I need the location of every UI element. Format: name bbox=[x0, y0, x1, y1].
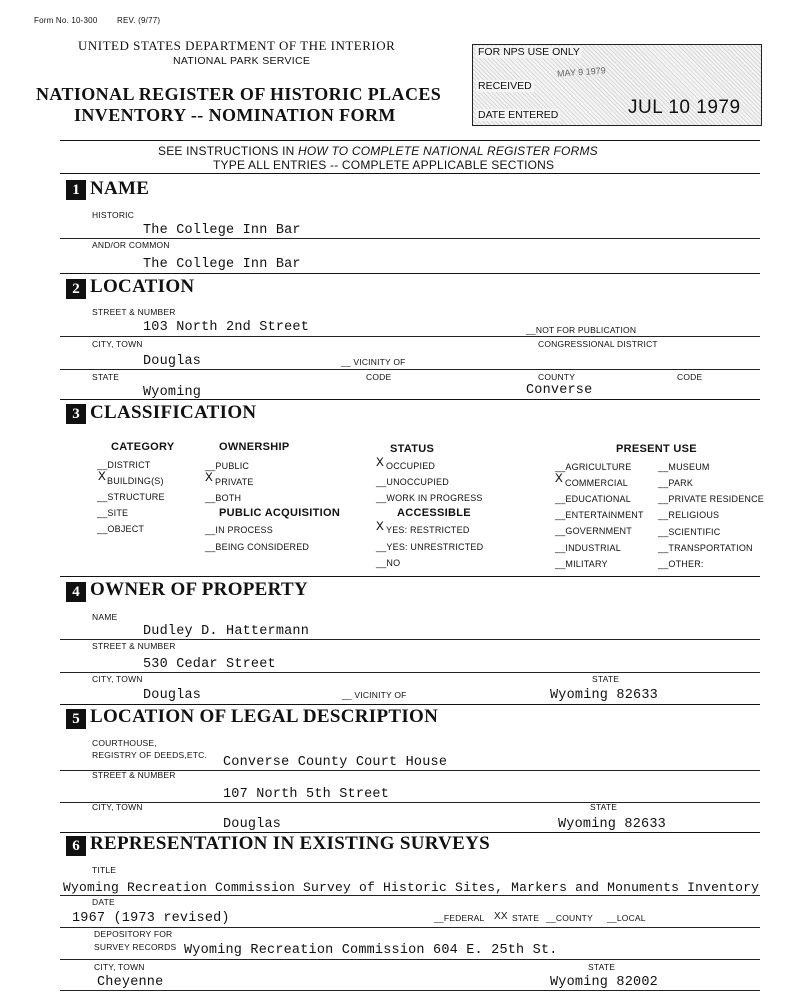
nps-use-box bbox=[472, 44, 762, 126]
owner-state-value[interactable]: Wyoming 82633 bbox=[550, 688, 658, 703]
x-mark: X bbox=[98, 469, 106, 484]
city-value[interactable]: Douglas bbox=[143, 354, 202, 369]
section-6-title: REPRESENTATION IN EXISTING SURVEYS bbox=[90, 833, 491, 854]
access-no[interactable]: __NO bbox=[376, 558, 401, 568]
street-label: STREET & NUMBER bbox=[92, 307, 176, 317]
section-5-title: LOCATION OF LEGAL DESCRIPTION bbox=[90, 706, 439, 727]
use-other[interactable]: __OTHER: bbox=[658, 559, 704, 569]
status-unoccupied[interactable]: __UNOCCUPIED bbox=[376, 477, 449, 487]
section-2-title: LOCATION bbox=[90, 276, 195, 297]
form-title-2: INVENTORY -- NOMINATION FORM bbox=[74, 105, 396, 125]
legal-city-value[interactable]: Douglas bbox=[223, 817, 282, 832]
x-mark: X bbox=[205, 470, 213, 485]
access-unrestricted[interactable]: __YES: UNRESTRICTED bbox=[376, 542, 484, 552]
divider bbox=[60, 576, 760, 577]
divider bbox=[60, 173, 760, 174]
survey-title-value[interactable]: Wyoming Recreation Commission Survey of Historic Sites, Markers and Monuments Inventory bbox=[63, 880, 760, 895]
city-label: CITY, TOWN bbox=[92, 339, 143, 349]
use-agriculture[interactable]: __AGRICULTURE bbox=[555, 462, 632, 472]
section-4-number: 4 bbox=[66, 582, 86, 602]
owner-state-label: STATE bbox=[592, 674, 620, 684]
divider bbox=[60, 273, 760, 274]
section-5-number: 5 bbox=[66, 709, 86, 729]
owner-city-label: CITY, TOWN bbox=[92, 674, 143, 684]
service: NATIONAL PARK SERVICE bbox=[173, 55, 311, 67]
historic-value[interactable]: The College Inn Bar bbox=[143, 223, 301, 238]
survey-state-value[interactable]: Wyoming 82002 bbox=[550, 975, 658, 990]
received-stamp: MAY 9 1979 bbox=[556, 65, 606, 79]
records-value[interactable]: Wyoming Recreation Commission 604 E. 25th St. bbox=[184, 943, 558, 958]
registry-value[interactable]: Converse County Court House bbox=[223, 755, 448, 770]
survey-city-value[interactable]: Cheyenne bbox=[97, 975, 164, 990]
form-number: Form No. 10-300 bbox=[34, 16, 98, 25]
category-district[interactable]: __DISTRICT bbox=[97, 460, 151, 470]
owner-name-label: NAME bbox=[92, 612, 118, 622]
vicinity-option[interactable]: __ VICINITY OF bbox=[341, 357, 406, 367]
field-line bbox=[60, 369, 760, 370]
accessible-heading: ACCESSIBLE bbox=[397, 507, 471, 519]
legal-street-label: STREET & NUMBER bbox=[92, 770, 176, 780]
street-value[interactable]: 103 North 2nd Street bbox=[143, 320, 310, 335]
survey-date-value[interactable]: 1967 (1973 revised) bbox=[72, 911, 230, 926]
code-label-2: CODE bbox=[677, 372, 703, 382]
status-work-in-progress[interactable]: __WORK IN PROGRESS bbox=[376, 493, 483, 503]
field-line bbox=[60, 959, 760, 960]
owner-city-value[interactable]: Douglas bbox=[143, 688, 202, 703]
owner-vicinity-option[interactable]: __ VICINITY OF bbox=[342, 690, 407, 700]
county-label: COUNTY bbox=[538, 372, 576, 382]
use-private-residence[interactable]: __PRIVATE RESIDENCE bbox=[658, 494, 764, 504]
use-scientific[interactable]: __SCIENTIFIC bbox=[658, 527, 721, 537]
ownership-both[interactable]: __BOTH bbox=[205, 493, 242, 503]
section-2-number: 2 bbox=[66, 279, 86, 299]
status-heading: STATUS bbox=[390, 443, 435, 455]
date-entered-label: DATE ENTERED bbox=[478, 109, 559, 121]
category-heading: CATEGORY bbox=[111, 441, 175, 453]
category-site[interactable]: __SITE bbox=[97, 508, 129, 518]
survey-title-label: TITLE bbox=[92, 865, 117, 875]
ownership-public[interactable]: __PUBLIC bbox=[205, 461, 250, 471]
survey-date-label: DATE bbox=[92, 897, 115, 907]
x-mark: X bbox=[555, 471, 563, 486]
acquisition-considered[interactable]: __BEING CONSIDERED bbox=[205, 542, 310, 552]
divider bbox=[60, 140, 760, 141]
section-3-number: 3 bbox=[66, 404, 86, 424]
use-commercial[interactable]: COMMERCIAL bbox=[565, 478, 629, 488]
legal-city-label: CITY, TOWN bbox=[92, 802, 143, 812]
owner-street-label: STREET & NUMBER bbox=[92, 641, 176, 651]
county-value[interactable]: Converse bbox=[526, 383, 593, 398]
use-government[interactable]: __GOVERNMENT bbox=[555, 526, 632, 536]
section-1-number: 1 bbox=[66, 180, 86, 200]
field-line bbox=[60, 672, 760, 673]
divider bbox=[60, 704, 760, 705]
ownership-heading: OWNERSHIP bbox=[219, 441, 290, 453]
nps-header: FOR NPS USE ONLY bbox=[478, 46, 580, 58]
records-label: SURVEY RECORDS bbox=[94, 942, 177, 952]
instructions-line2: TYPE ALL ENTRIES -- COMPLETE APPLICABLE SECTIONS bbox=[213, 158, 555, 172]
field-line bbox=[60, 238, 760, 239]
use-industrial[interactable]: __INDUSTRIAL bbox=[555, 543, 621, 553]
use-entertainment[interactable]: __ENTERTAINMENT bbox=[555, 510, 644, 520]
divider bbox=[60, 399, 760, 400]
section-4-title: OWNER OF PROPERTY bbox=[90, 579, 309, 600]
department: UNITED STATES DEPARTMENT OF THE INTERIOR bbox=[78, 38, 396, 53]
legal-state-value[interactable]: Wyoming 82633 bbox=[558, 817, 666, 832]
legal-state-label: STATE bbox=[590, 802, 618, 812]
ownership-private[interactable]: PRIVATE bbox=[215, 477, 254, 487]
category-structure[interactable]: __STRUCTURE bbox=[97, 492, 165, 502]
instructions-line1: SEE INSTRUCTIONS IN HOW TO COMPLETE NATIONAL REGISTER FORMS bbox=[158, 144, 598, 158]
section-6-number: 6 bbox=[66, 836, 86, 856]
category-object[interactable]: __OBJECT bbox=[97, 524, 145, 534]
field-line bbox=[60, 990, 760, 991]
field-line bbox=[60, 927, 760, 928]
acquisition-in-process[interactable]: __IN PROCESS bbox=[205, 525, 273, 535]
owner-street-value[interactable]: 530 Cedar Street bbox=[143, 657, 276, 672]
code-label: CODE bbox=[366, 372, 392, 382]
not-for-publication[interactable]: __NOT FOR PUBLICATION bbox=[526, 325, 637, 335]
field-line bbox=[60, 895, 760, 896]
local-option[interactable]: __LOCAL bbox=[607, 913, 646, 923]
category-building[interactable]: BUILDING(S) bbox=[107, 476, 164, 486]
present-use-heading: PRESENT USE bbox=[616, 443, 697, 455]
state-value[interactable]: Wyoming bbox=[143, 385, 202, 400]
x-mark: X bbox=[376, 455, 384, 470]
field-line bbox=[60, 336, 760, 337]
use-transportation[interactable]: __TRANSPORTATION bbox=[658, 543, 753, 553]
x-mark: X bbox=[376, 519, 384, 534]
use-museum[interactable]: __MUSEUM bbox=[658, 462, 710, 472]
use-military[interactable]: __MILITARY bbox=[555, 559, 608, 569]
survey-state-label: STATE bbox=[588, 962, 616, 972]
revision: REV. (9/77) bbox=[117, 16, 161, 25]
legal-street-value[interactable]: 107 North 5th Street bbox=[223, 787, 390, 802]
status-occupied[interactable]: OCCUPIED bbox=[386, 461, 436, 471]
state-option[interactable]: STATE bbox=[512, 913, 540, 923]
common-label: AND/OR COMMON bbox=[92, 240, 170, 250]
courthouse-label: COURTHOUSE, bbox=[92, 738, 157, 748]
historic-label: HISTORIC bbox=[92, 210, 135, 220]
form-title-1: NATIONAL REGISTER OF HISTORIC PLACES bbox=[36, 84, 442, 104]
federal-option[interactable]: __FEDERAL bbox=[434, 913, 485, 923]
section-3-title: CLASSIFICATION bbox=[90, 402, 257, 423]
registry-label: REGISTRY OF DEEDS,ETC. bbox=[92, 750, 208, 760]
acquisition-heading: PUBLIC ACQUISITION bbox=[219, 507, 341, 519]
congressional-label: CONGRESSIONAL DISTRICT bbox=[538, 339, 658, 349]
common-value[interactable]: The College Inn Bar bbox=[143, 257, 301, 272]
date-entered-value: JUL 10 1979 bbox=[628, 97, 741, 118]
county-option[interactable]: __COUNTY bbox=[546, 913, 593, 923]
depository-label: DEPOSITORY FOR bbox=[94, 929, 173, 939]
use-religious[interactable]: __RELIGIOUS bbox=[658, 510, 720, 520]
use-educational[interactable]: __EDUCATIONAL bbox=[555, 494, 631, 504]
state-mark: XX bbox=[494, 911, 508, 922]
state-label: STATE bbox=[92, 372, 120, 382]
owner-name-value[interactable]: Dudley D. Hattermann bbox=[143, 624, 310, 639]
field-line bbox=[60, 639, 760, 640]
field-line bbox=[60, 802, 760, 803]
access-restricted[interactable]: YES: RESTRICTED bbox=[386, 525, 470, 535]
section-1-title: NAME bbox=[90, 178, 150, 199]
survey-city-label: CITY, TOWN bbox=[94, 962, 145, 972]
received-label: RECEIVED bbox=[478, 80, 532, 92]
use-park[interactable]: __PARK bbox=[658, 478, 694, 488]
